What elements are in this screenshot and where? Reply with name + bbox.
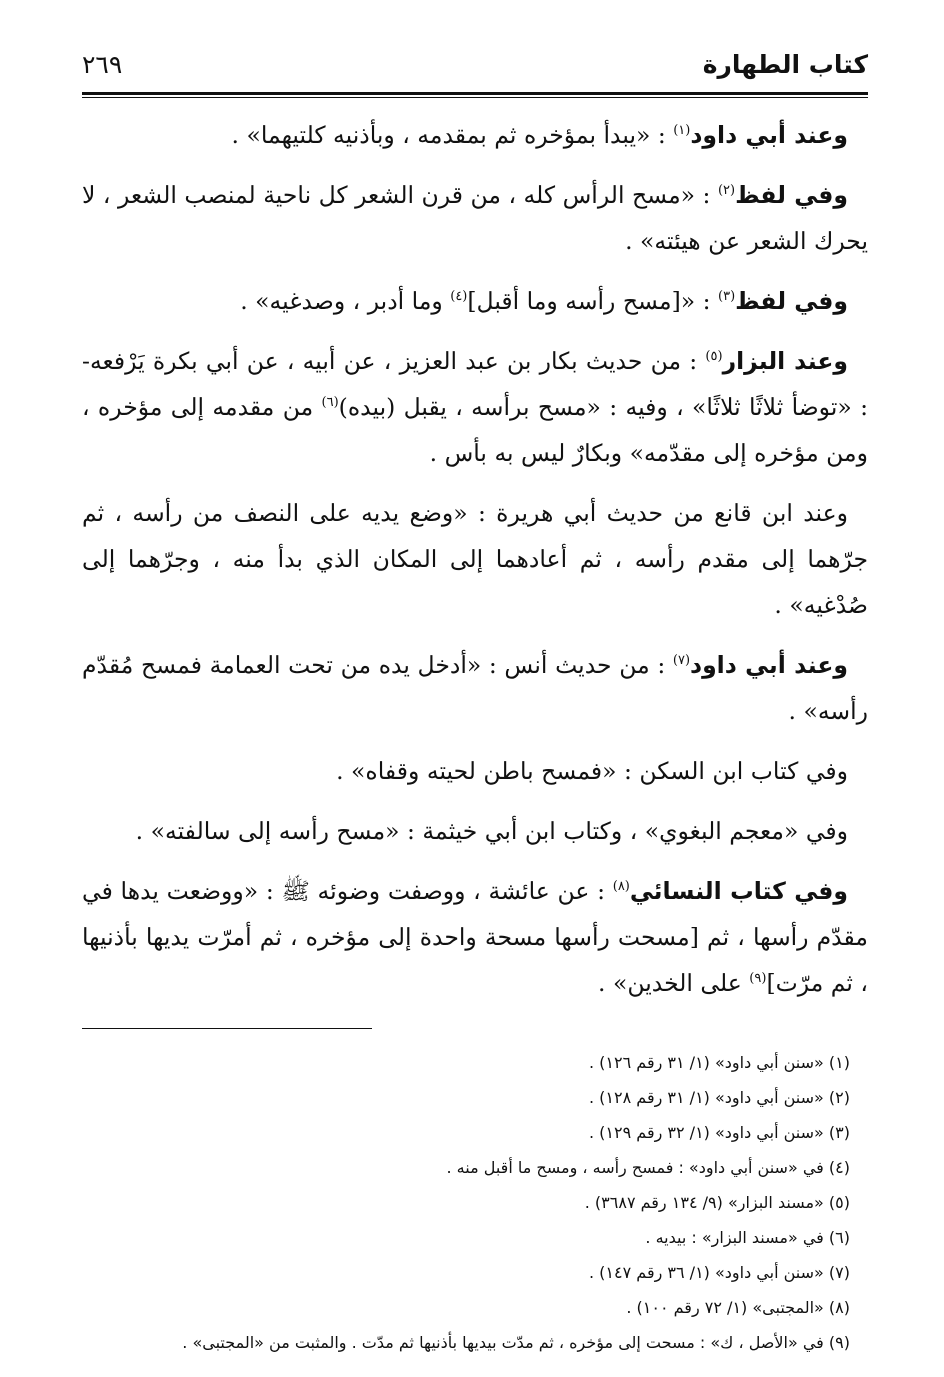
- paragraph: [82, 278, 868, 324]
- footnote-divider: [82, 1028, 372, 1029]
- header-rule-thin: [82, 97, 868, 98]
- paragraph-text: وفي «معجم البغوي» ، وكتاب ابن أبي خيثمة : «مسح رأسه إلى سالفته» .: [135, 817, 848, 845]
- paragraph-text: : «[مسح رأسه وما أقبل]: [467, 287, 718, 315]
- paragraph-text: : «مسح الرأس كله ، من قرن الشعر كل ناحية لمنصب الشعر ، لا يحرك الشعر عن هيئته» .: [82, 181, 868, 255]
- footnote-ref: (٨): [612, 879, 630, 895]
- footnote: (٧) «سنن أبي داود» (١/ ٣٦ رقم ١٤٧) .: [589, 1263, 850, 1282]
- paragraph-lead: وفي لفظ: [735, 287, 848, 315]
- footnote: (٨) «المجتبى» (١/ ٧٢ رقم ١٠٠) .: [626, 1298, 850, 1317]
- paragraph-text: : من حديث بكار بن عبد العزيز ، عن أبيه ، عن أبي بكرة يَرْفعه- : «توضأ ثلاثًا ثلاثًا» ، وفيه : «مسح برأسه ، يقبل (بيده): [82, 347, 868, 421]
- page-header: [82, 48, 868, 92]
- book-page: [82, 48, 868, 1352]
- footnote-ref: (٥): [705, 349, 723, 365]
- footnote-ref: (٧): [672, 653, 691, 669]
- paragraph: [82, 112, 868, 158]
- footnotes: [82, 1045, 868, 1360]
- footnote-ref: (٣): [718, 289, 736, 305]
- paragraph-text: وما أدبر ، وصدغيه» .: [240, 287, 451, 315]
- paragraph-text: على الخدين» .: [598, 969, 750, 997]
- paragraph-lead: وعند أبي داود: [690, 651, 848, 679]
- paragraph-lead: وعند أبي داود: [690, 121, 848, 149]
- footnote: (٢) «سنن أبي داود» (١/ ٣١ رقم ١٢٨) .: [589, 1088, 850, 1107]
- header-rule-thick: [82, 92, 868, 95]
- paragraph-text: من مقدمه إلى مؤخره ، ومن مؤخره إلى مقدّمه» وبكارٌ ليس به بأس .: [82, 393, 868, 467]
- footnote-ref: (١): [673, 123, 691, 139]
- paragraph: [82, 808, 868, 854]
- footnote: (٤) في «سنن أبي داود» : فمسح رأسه ، ومسح ما أقبل منه .: [446, 1158, 850, 1177]
- paragraph-text: وعند ابن قانع من حديث أبي هريرة : «وضع يديه على النصف من رأسه ، ثم جرّهما إلى مقدم رأسه ، ثم أعادهما إلى المكان الذي بدأ منه ، وجرّهما إلى صُدْغيه» .: [82, 499, 868, 619]
- footnote-ref: (٤): [450, 289, 468, 305]
- paragraph-lead: وعند البزار: [722, 347, 848, 375]
- main-text: [82, 112, 868, 1006]
- footnote: (٦) في «مسند البزار» : بيديه .: [645, 1228, 850, 1247]
- paragraph-text: : عن عائشة ، ووصفت وضوئه ﷺ : «ووضعت يدها في مقدّم رأسها ، ثم [مسحت رأسها مسحة واحدة إلى مؤخره ، ثم أمرّت يديها بأذنيها ، ثم مرّت]: [82, 877, 868, 997]
- footnote: (٩) في «الأصل ، ك» : مسحت إلى مؤخره ، ثم مدّت بيديها بأذنيها ثم مدّت . والمثبت من «المجتبى» .: [182, 1333, 850, 1352]
- footnote: (٣) «سنن أبي داود» (١/ ٣٢ رقم ١٢٩) .: [589, 1123, 850, 1142]
- paragraph: [82, 868, 868, 1006]
- paragraph-text: : من حديث أنس : «أدخل يده من تحت العمامة فمسح مُقدّم رأسه» .: [82, 651, 868, 725]
- footnote-ref: (٦): [321, 395, 339, 411]
- paragraph-text: وفي كتاب ابن السكن : «فمسح باطن لحيته وقفاه» .: [336, 757, 848, 785]
- paragraph: [82, 338, 868, 476]
- chapter-title: كتاب الطهارة: [702, 50, 868, 79]
- paragraph: [82, 748, 868, 794]
- paragraph: [82, 172, 868, 264]
- footnote-ref: (٩): [749, 971, 767, 987]
- paragraph: [82, 490, 868, 628]
- paragraph-lead: وفي كتاب النسائي: [629, 877, 848, 905]
- page-number: ٢٦٩: [82, 50, 123, 79]
- paragraph: [82, 642, 868, 734]
- footnote: (٥) «مسند البزار» (٩/ ١٣٤ رقم ٣٦٨٧) .: [584, 1193, 850, 1212]
- paragraph-lead: وفي لفظ: [735, 181, 848, 209]
- footnote: (١) «سنن أبي داود» (١/ ٣١ رقم ١٢٦) .: [589, 1053, 850, 1072]
- footnote-ref: (٢): [717, 183, 736, 199]
- paragraph-text: : «يبدأ بمؤخره ثم بمقدمه ، وبأذنيه كلتيهما» .: [231, 121, 674, 149]
